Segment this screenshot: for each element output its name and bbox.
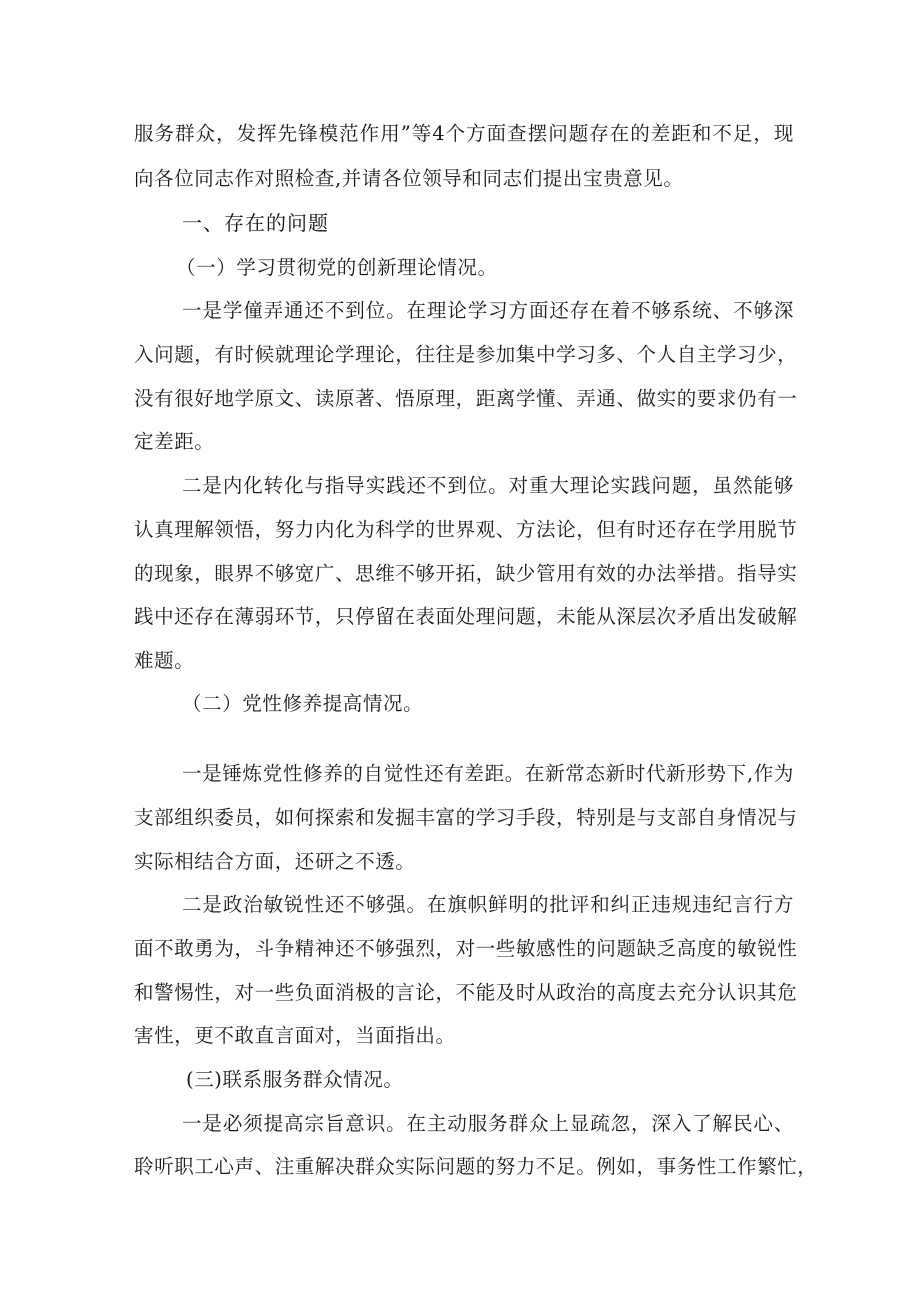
p1-line-4: 定差距。 <box>134 430 215 453</box>
p2-line-1: 二是内化转化与指导实践还不到位。对重大理论实践问题，虽然能够 <box>182 474 794 497</box>
p2-line-5: 难题。 <box>134 649 195 672</box>
p2-line-4: 践中还存在薄弱环节，只停留在表面处理问题，未能从深层次矛盾出发破解 <box>134 605 798 628</box>
p5-line-1: 一是必须提高宗旨意识。在主动服务群众上显疏忽，深入了解民心、 <box>182 1112 794 1135</box>
intro-line-2: 向各位同志作对照检查,并请各位领导和同志们提出宝贵意见。 <box>134 167 684 190</box>
p4-line-2: 面不敢勇为，斗争精神还不够强烈，对一些敏感性的问题缺乏高度的敏锐性 <box>134 937 798 960</box>
intro-line-1: 服务群众，发挥先锋模范作用”等4个方面查摆问题存在的差距和不足，现 <box>134 122 794 145</box>
p3-line-1: 一是锤炼党性修养的自觉性还有差距。在新常态新时代新形势下,作为 <box>182 762 794 785</box>
p2-line-2: 认真理解领悟，努力内化为科学的世界观、方法论，但有时还存在学用脱节 <box>134 518 798 541</box>
section-heading: 一、存在的问题 <box>182 211 329 235</box>
p5-line-2: 聆听职工心声、注重解决群众实际问题的努力不足。例如，事务性工作繁忙， <box>134 1155 818 1178</box>
subheading-3: (三)联系服务群众情况。 <box>186 1068 404 1091</box>
p4-line-4: 害性，更不敢直言面对，当面指出。 <box>134 1024 456 1047</box>
p3-line-2: 支部组织委员，如何探索和发掘丰富的学习手段，特别是与支部自身情况与 <box>134 806 798 829</box>
p4-line-1: 二是政治敏锐性还不够强。在旗帜鲜明的批评和纠正违规违纪言行方 <box>182 893 794 916</box>
p2-line-3: 的现象，眼界不够宽广、思维不够开拓，缺少管用有效的办法举措。指导实 <box>134 562 798 585</box>
subheading-1: （一）学习贯彻党的创新理论情况。 <box>176 256 498 279</box>
p3-line-3: 实际相结合方面，还研之不透。 <box>134 850 416 873</box>
p4-line-3: 和警惕性，对一些负面消极的言论，不能及时从政治的高度去充分认识其危 <box>134 981 798 1004</box>
p1-line-3: 没有很好地学原文、读原著、悟原理，距离学懂、弄通、做实的要求仍有一 <box>134 387 798 410</box>
subheading-2: （二）党性修养提高情况。 <box>182 692 424 715</box>
p1-line-2: 入问题，有时候就理论学理论，往往是参加集中学习多、个人自主学习少， <box>134 343 798 366</box>
p1-line-1: 一是学僮弄通还不到位。在理论学习方面还存在着不够系统、不够深 <box>182 299 794 322</box>
